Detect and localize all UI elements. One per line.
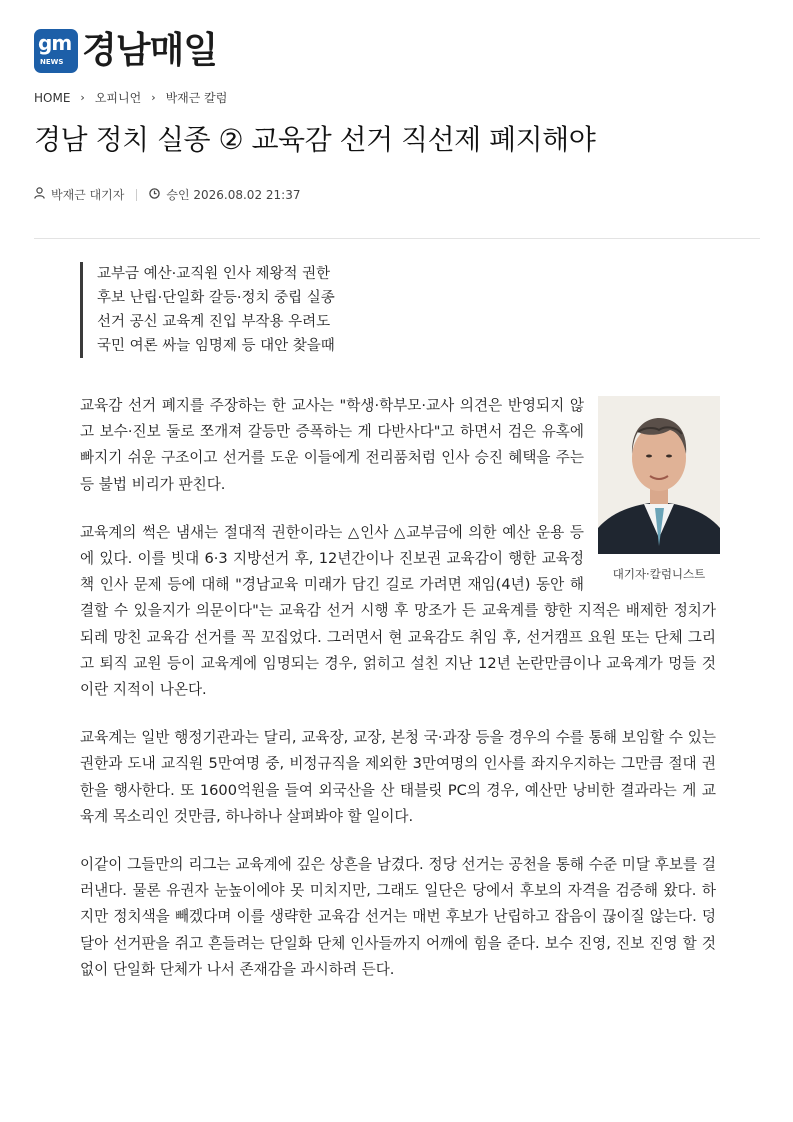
byline-divider [136, 189, 137, 201]
breadcrumb-column[interactable]: 박재근 칼럼 [165, 91, 228, 105]
article-subheads [80, 262, 335, 358]
subhead-line: 국민 여론 싸늘 임명제 등 대안 찾을때 [97, 338, 335, 354]
photo-caption: 대기자·칼럼니스트 [612, 567, 706, 581]
logo-badge-text: gm [38, 31, 72, 55]
breadcrumb-section[interactable]: 오피니언 [94, 91, 142, 105]
site-logo[interactable] [34, 29, 217, 73]
article-body [80, 393, 716, 1005]
subhead-line: 선거 공신 교육계 진입 부작용 우려도 [97, 314, 331, 330]
breadcrumb [34, 89, 227, 106]
author-name[interactable]: 박재근 대기자 [51, 188, 125, 202]
body-paragraph: 교육감 선거 폐지를 주장하는 한 교사는 "학생·학부모·교사 의견은 반영되지 않고 보수·진보 둘로 쪼개져 갈등만 증폭하는 게 다반사다"고 하면서 검은 유혹에 빠지기 쉬운 구조이고 선거를 도운 이들에게 전리품처럼 인사 승진 혜택을 주는 등 불법 비리가 판친다. [80, 397, 584, 493]
body-paragraph: 이같이 그들만의 리그는 교육계에 깊은 상흔을 남겼다. 정당 선거는 공천을 통해 수준 미달 후보를 걸러낸다. 물론 유권자 눈높이에야 못 미치지만, 그래도 일단은 당에서 후보의 자격을 검증해 왔다. 하지만 정치색을 빼겠다며 이를 생략한 교육감 선거는 매번 후보가 난립하고 잡음이 끊이질 않는다. 덩달아 선거판을 쥐고 흔들려는 단일화 단체 인사들까지 어깨에 힘을 준다. 보수 진영, 진보 진영 할 것 없이 단일화 단체가 나서 존재감을 과시하려 든다. [80, 856, 716, 978]
logo-badge-subtext: NEWS [40, 58, 64, 66]
article-byline [34, 186, 300, 203]
header-divider [34, 238, 760, 239]
body-paragraph: 교육계는 일반 행정기관과는 달리, 교육장, 교장, 본청 국·과장 등을 경우의 수를 통해 보임할 수 있는 권한과 도내 교직원 5만여명 중, 비정규직을 제외한 3만여명의 인사를 좌지우지하는 그만큼 절대 권한을 행사한다. 또 1600억원을 들여 외국산을 산 태블릿 PC의 경우, 예산만 낭비한 결과라는 게 교육계 목소리인 것만큼, 하나하나 살펴봐야 할 일이다. [80, 729, 716, 825]
chevron-right-icon: › [80, 91, 85, 104]
body-paragraph: 교육계의 썩은 냄새는 절대적 권한이라는 △인사 △교부금에 의한 예산 운용 등에 있다. 이를 빗대 6·3 지방선거 후, 12년간이나 진보권 교육감이 행한 교육정책 인사 문제 등에 대해 "경남교육 미래가 담긴 길로 가려면 재임(4년) 동안 해결할 수 있을지가 의문이다"는 교육감 선거 시행 후 망조가 든 교육계를 향한 지적은 배제한 정치가 되레 망친 교육감 선거를 꼭 꼬집었다. 그러면서 현 교육감도 취임 후, 선거캠프 요원 또는 단체 그리고 퇴직 교원 등이 교육계에 임명되는 경우, 얽히고 설친 지난 12년 논란만큼이나 교육계가 멍들 것이란 지적이 나온다. [80, 523, 716, 699]
approved-datetime: 승인 2026.08.02 21:37 [166, 188, 301, 202]
columnist-photo-box [598, 396, 720, 581]
logo-wordmark: 경남매일 [82, 30, 218, 71]
breadcrumb-home[interactable]: HOME [34, 90, 71, 105]
logo-badge [34, 29, 78, 73]
columnist-photo[interactable] [598, 396, 720, 554]
subhead-line: 후보 난립·단일화 갈등·정치 중립 실종 [97, 290, 335, 306]
article-headline: 경남 정치 실종 ② 교육감 선거 직선제 폐지해야 [34, 123, 596, 156]
user-icon [34, 187, 45, 202]
clock-icon [149, 188, 160, 202]
chevron-right-icon: › [151, 91, 156, 104]
subhead-line: 교부금 예산·교직원 인사 제왕적 권한 [97, 266, 331, 282]
